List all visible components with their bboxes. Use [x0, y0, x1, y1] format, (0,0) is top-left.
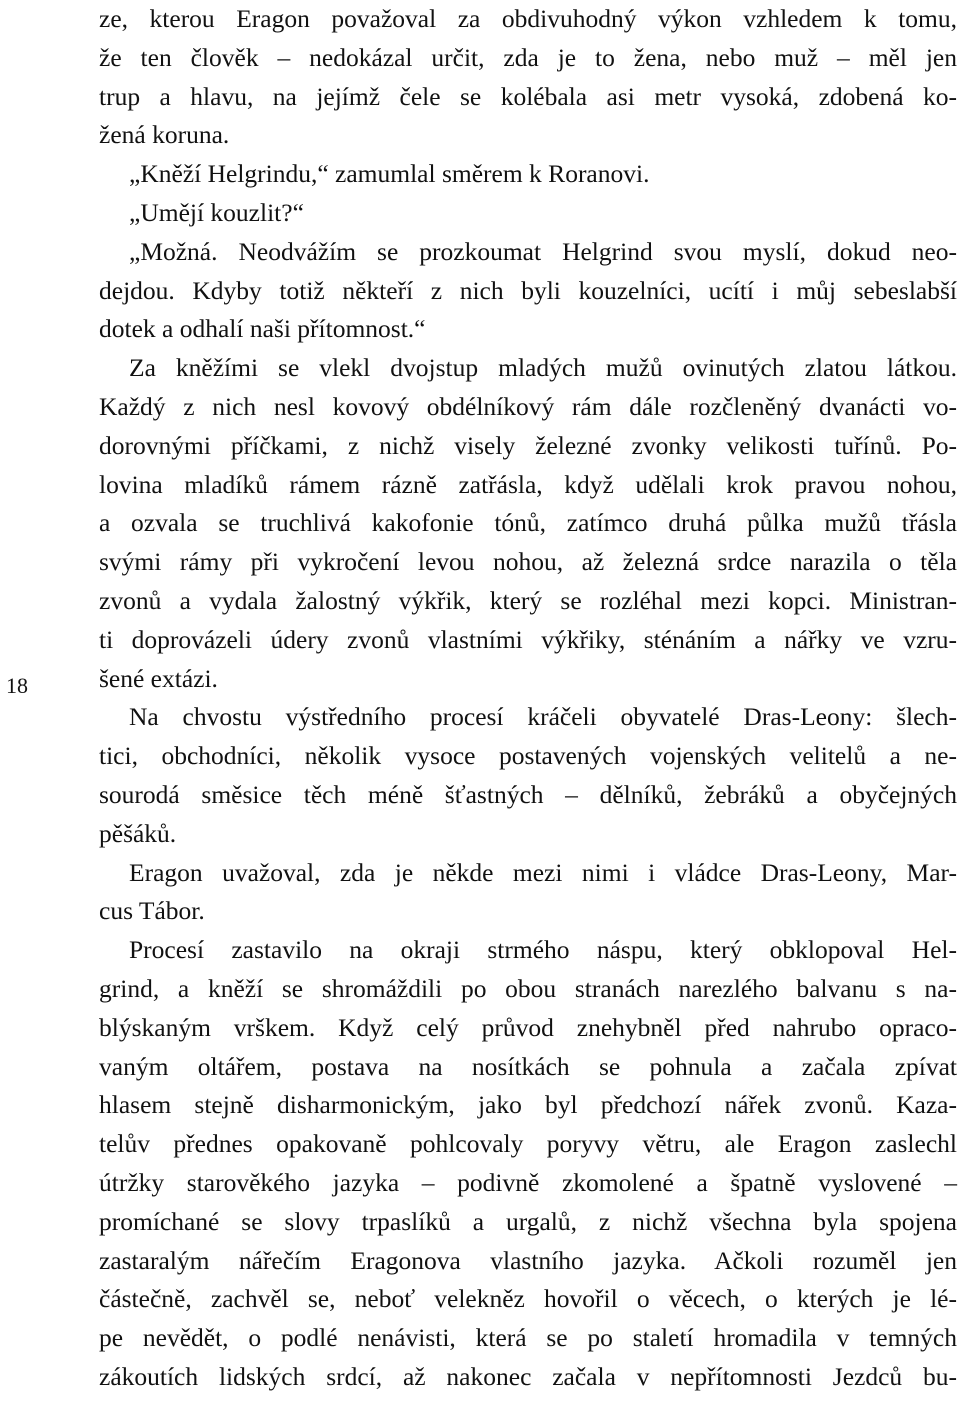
text-line: dejdou. Kdyby totiž někteří z nich byli kouzelníci, ucítí i můj sebeslabší	[99, 275, 957, 305]
text-line: vaným oltářem, postava na nosítkách se pohnula a začala zpívat	[99, 1051, 957, 1081]
text-line: telův přednes opakovaně pohlcovaly poryvy větru, ale Eragon zaslechl	[99, 1129, 957, 1159]
text-line: blýskaným vrškem. Když celý průvod znehybněl před nahrubo opraco-	[99, 1012, 957, 1042]
text-line: Procesí zastavilo na okraji strmého náspu, který obklopoval Hel-	[129, 935, 957, 965]
text-line: zastaralým nářečím Eragonova vlastního jazyka. Ačkoli rozuměl jen	[99, 1245, 957, 1275]
text-line: útržky starověkého jazyka – podivně zkomolené a špatně vyslovené –	[99, 1167, 957, 1197]
text-line: ze, kterou Eragon považoval za obdivuhodný výkon vzhledem k tomu,	[99, 4, 957, 33]
text-line: promíchané se slovy trpaslíků a urgalů, z nichž všechna byla spojena	[99, 1206, 957, 1236]
text-line: Eragon uvažoval, zda je někde mezi nimi i vládce Dras-Leony, Mar-	[129, 857, 957, 887]
text-line: dorovnými příčkami, z nichž visely železné zvonky velikosti tuřínů. Po-	[99, 430, 957, 460]
text-line: hlasem stejně disharmonickým, jako byl předchozí nářek zvonů. Kaza-	[99, 1090, 957, 1120]
text-line: dotek a odhalí naši přítomnost.“	[99, 314, 426, 344]
text-line: šené extázi.	[99, 663, 218, 693]
text-line: zákoutích lidských srdcí, až nakonec začala v nepřítomnosti Jezdců bu-	[99, 1361, 957, 1391]
text-line: „Kněží Helgrindu,“ zamumlal směrem k Roranovi.	[129, 159, 650, 189]
text-line: Každý z nich nesl kovový obdélníkový rám dále rozčleněný dvanácti vo-	[99, 391, 957, 421]
text-line: žená koruna.	[99, 120, 230, 150]
text-line: částečně, zachvěl se, neboť velekněz hovořil o věcech, o kterých je lé-	[99, 1284, 957, 1314]
text-line: sourodá směsice těch méně šťastných – dělníků, žebráků a obyčejných	[99, 779, 957, 809]
text-line: tici, obchodníci, několik vysoce postavených vojenských velitelů a ne-	[99, 741, 957, 771]
text-line: pěšáků.	[99, 818, 177, 848]
text-line: pe nevědět, o podlé nenávisti, která se po staletí hromadila v temných	[99, 1323, 957, 1353]
text-line: a ozvala se truchlivá kakofonie tónů, zatímco druhá půlka mužů třásla	[99, 508, 957, 538]
text-line: ti doprovázeli údery zvonů vlastními výkřiky, sténáním a nářky ve vzru-	[99, 624, 957, 654]
text-line: svými rámy při vykročení levou nohou, až železná srdce narazila o těla	[99, 547, 957, 577]
text-line: zvonů a vydala žalostný výkřik, který se rozléhal mezi kopci. Ministran-	[99, 585, 957, 615]
text-line: lovina mladíků rámem rázně zatřásla, když udělali krok pravou nohou,	[99, 469, 957, 499]
text-line: že ten člověk – nedokázal určit, zda je to žena, nebo muž – měl jen	[99, 42, 957, 72]
page-number: 18	[6, 673, 28, 698]
text-line: trup a hlavu, na jejímž čele se kolébala asi metr vysoká, zdobená ko-	[99, 81, 957, 111]
body-text	[99, 0, 957, 1397]
text-line: Na chvostu výstředního procesí kráčeli obyvatelé Dras-Leony: šlech-	[129, 702, 957, 732]
text-line: „Možná. Neodvážím se prozkoumat Helgrind svou myslí, dokud neo-	[129, 236, 957, 266]
text-line: cus Tábor.	[99, 896, 205, 926]
text-line: „Umějí kouzlit?“	[129, 197, 304, 227]
text-line: grind, a kněží se shromáždili po obou stranách narezlého balvanu s na-	[99, 973, 957, 1003]
text-line: Za kněžími se vlekl dvojstup mladých mužů ovinutých zlatou látkou.	[129, 353, 957, 383]
